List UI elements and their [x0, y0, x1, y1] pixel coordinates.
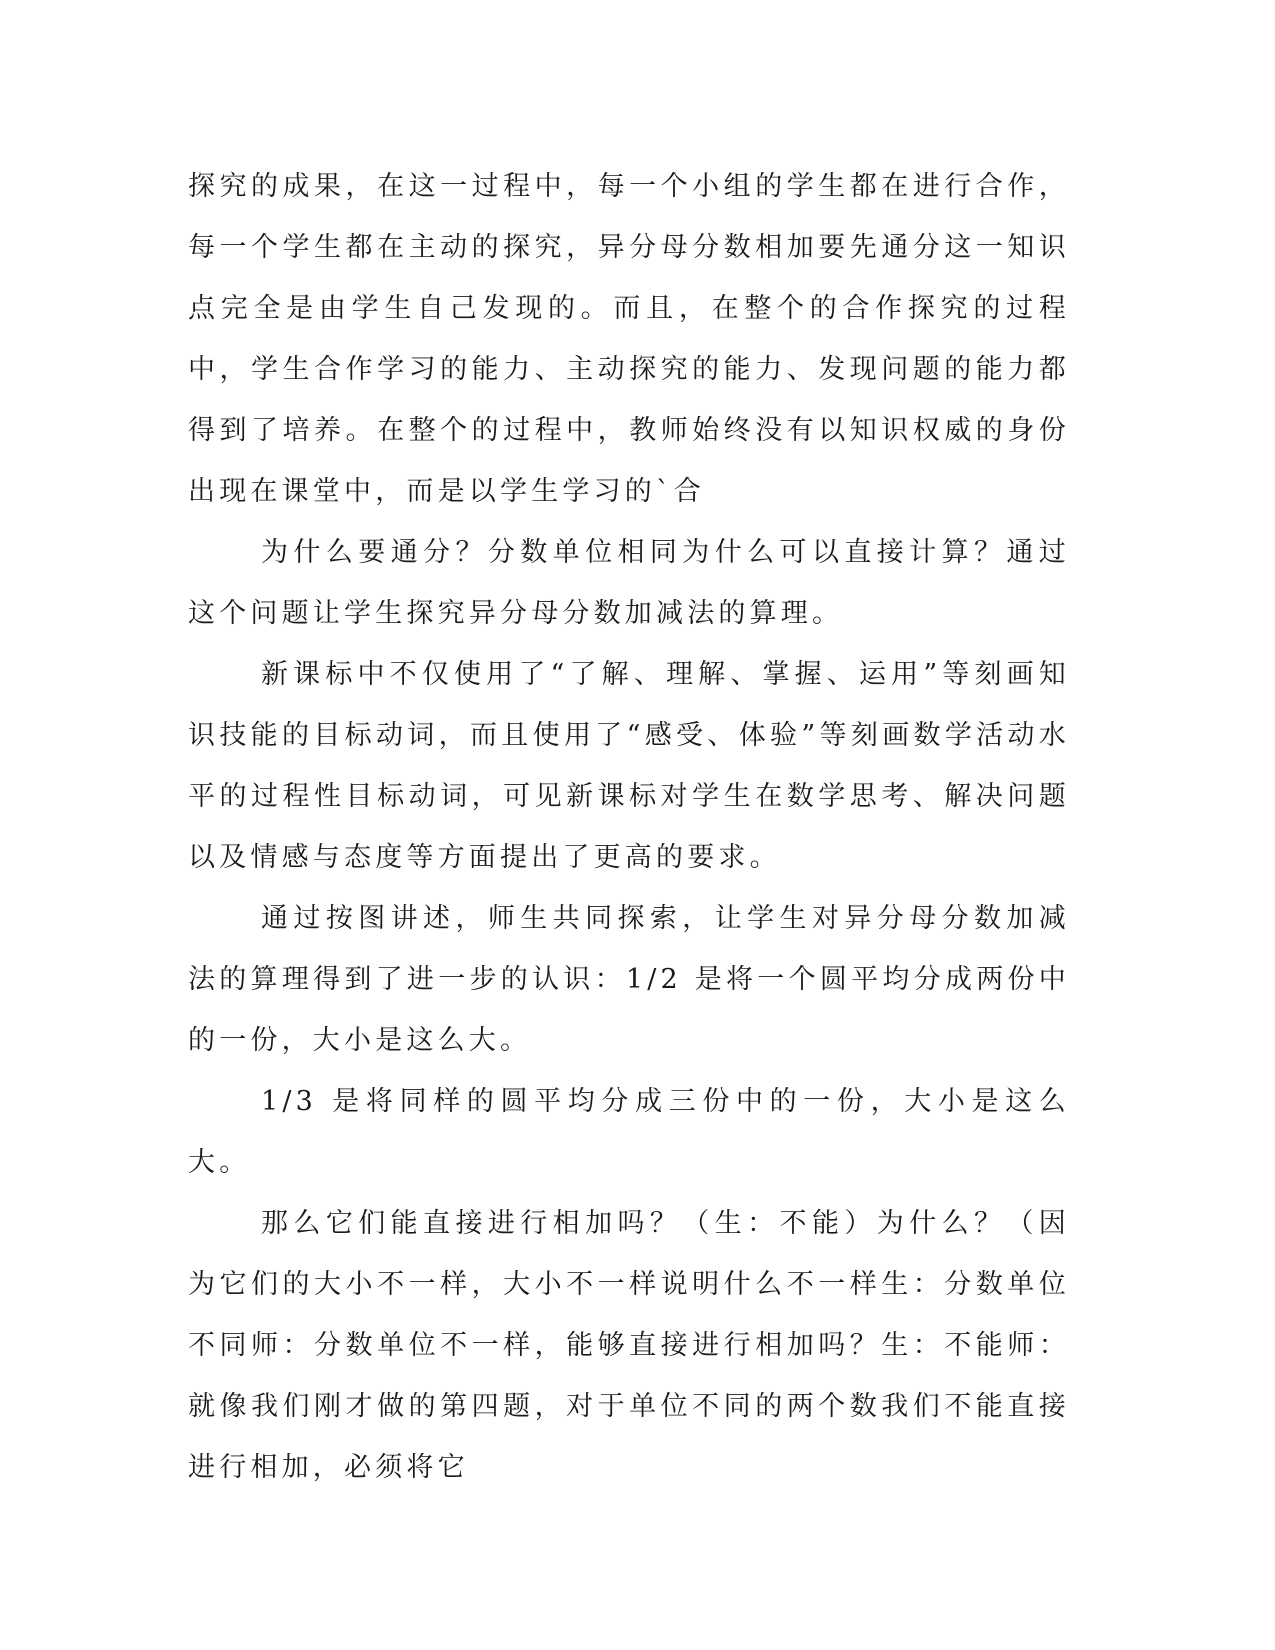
paragraph-2: 为什么要通分？分数单位相同为什么可以直接计算？通过这个问题让学生探究异分母分数加减法的算理。	[188, 537, 1070, 629]
paragraph-5: 1/3 是将同样的圆平均分成三份中的一份，大小是这么大。	[188, 1086, 1070, 1178]
paragraph-6: 那么它们能直接进行相加吗？（生：不能）为什么？（因为它们的大小不一样，大小不一样说明什么不一样生：分数单位不同师：分数单位不一样，能够直接进行相加吗？生：不能师：就像我们刚才做的第四题，对于单位不同的两个数我们不能直接进行相加，必须将它	[188, 1208, 1070, 1483]
paragraph-4: 通过按图讲述，师生共同探索，让学生对异分母分数加减法的算理得到了进一步的认识：1/2 是将一个圆平均分成两份中的一份，大小是这么大。	[188, 903, 1070, 1056]
document-body	[188, 156, 1070, 1498]
paragraph-1: 探究的成果，在这一过程中，每一个小组的学生都在进行合作，每一个学生都在主动的探究，异分母分数相加要先通分这一知识点完全是由学生自己发现的。而且，在整个的合作探究的过程中，学生合作学习的能力、主动探究的能力、发现问题的能力都得到了培养。在整个的过程中，教师始终没有以知识权威的身份出现在课堂中，而是以学生学习的`合	[188, 171, 1070, 507]
paragraph-3: 新课标中不仅使用了“了解、理解、掌握、运用”等刻画知识技能的目标动词，而且使用了“感受、体验”等刻画数学活动水平的过程性目标动词，可见新课标对学生在数学思考、解决问题以及情感与态度等方面提出了更高的要求。	[188, 659, 1070, 873]
